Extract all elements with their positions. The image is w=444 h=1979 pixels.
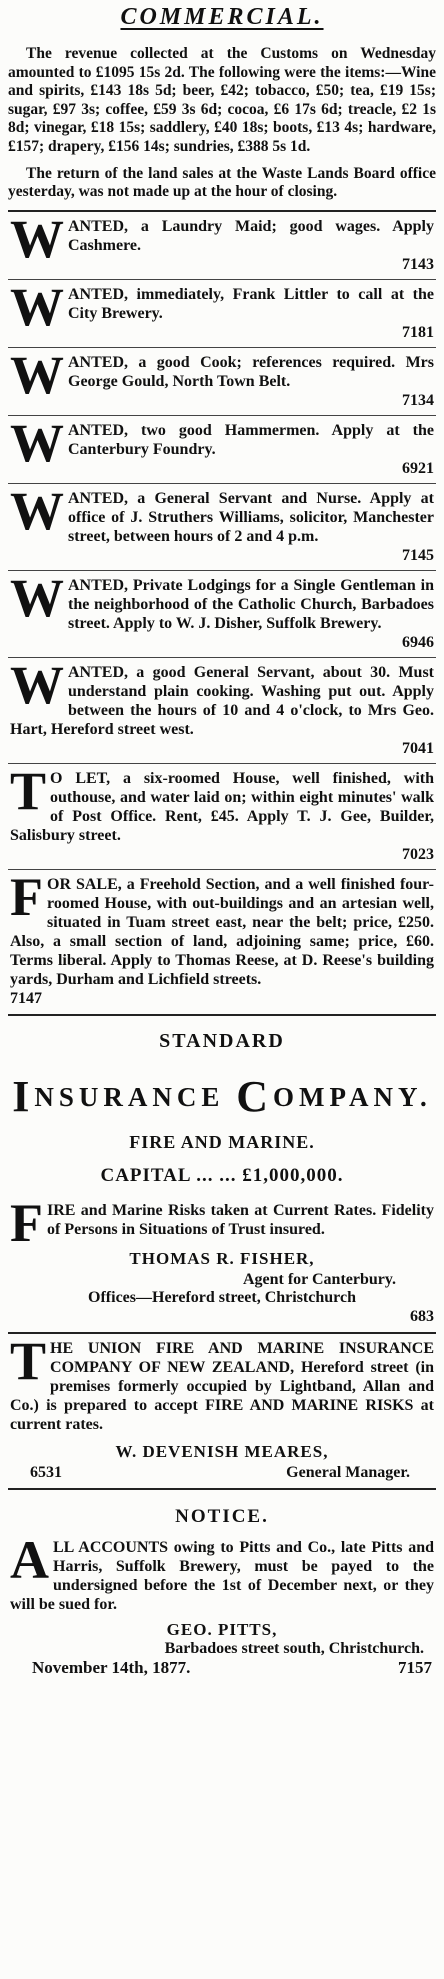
newspaper-column xyxy=(8,0,436,1678)
ad-text: OR SALE, a Freehold Section, and a well finished four-roomed House, with out-buildings and an artesian well, situated in Tuam street east, near the belt; price, £250. Also, a small section of land, adjoining same; price, £60. Terms liberal. Apply to Thomas Reese, at D. Reese's building yards, Durham and Lichfield streets. xyxy=(10,875,434,988)
date-row xyxy=(8,1658,436,1678)
drop-cap: W xyxy=(10,567,64,628)
ad-general-servant-nurse xyxy=(8,480,436,565)
ad-number: 7147 xyxy=(10,989,42,1007)
manager-name: W. DEVENISH MEARES, xyxy=(115,1441,329,1461)
manager-row xyxy=(8,1464,436,1482)
ad-text: ANTED, a Laundry Maid; good wages. Apply Cashmere. xyxy=(68,217,434,254)
agent-name: THOMAS R. FISHER, xyxy=(129,1248,315,1268)
divider xyxy=(8,415,436,416)
notice-date: November 14th, 1877. xyxy=(32,1657,191,1677)
union-insurance-ad xyxy=(8,1330,436,1482)
agent-title: Agent for Canterbury. xyxy=(242,1270,396,1288)
ad-number: 6531 xyxy=(30,1463,62,1481)
drop-cap: A xyxy=(10,1529,49,1590)
ad-number: 6946 xyxy=(402,633,434,651)
divider xyxy=(8,1332,436,1334)
notice-title: NOTICE. xyxy=(175,1505,269,1527)
signatory-address: Barbadoes street south, Christchurch. xyxy=(164,1639,424,1657)
land-sales-paragraph: The return of the land sales at the Waste Lands Board office yesterday, was not made up at the hour of closing. xyxy=(8,164,436,201)
divider xyxy=(8,347,436,348)
ad-text: IRE and Marine Risks taken at Current Rates. Fidelity of Persons in Situations of Trust insured. xyxy=(47,1201,434,1238)
divider xyxy=(8,210,436,212)
ad-private-lodgings xyxy=(8,567,436,652)
signatory-name: GEO. PITTS, xyxy=(166,1619,278,1639)
drop-cap: W xyxy=(10,654,64,715)
company-subtitle: FIRE AND MARINE. xyxy=(129,1131,315,1152)
ad-text: ANTED, a good General Servant, about 30. Must understand plain cooking. Washing put out. Apply between the hours of 10 and 4 o'clock, to Mrs Geo. Hart, Hereford street west. xyxy=(10,663,434,738)
ad-laundry-maid xyxy=(8,208,436,274)
divider xyxy=(8,279,436,280)
ad-text: ANTED, two good Hammermen. Apply at the Canterbury Foundry. xyxy=(68,421,434,458)
ad-number: 7143 xyxy=(402,255,434,273)
ad-number: 7134 xyxy=(402,391,434,409)
drop-cap: T xyxy=(10,760,47,821)
divider xyxy=(8,1014,436,1016)
capital-line: CAPITAL ... ... £1,000,000. xyxy=(100,1164,344,1186)
ad-hammermen xyxy=(8,412,436,478)
drop-cap: W xyxy=(10,208,64,269)
ad-text: ANTED, a General Servant and Nurse. Apply at office of J. Struthers Williams, solicitor, Manchester street, between hours of 2 and 4 p.m. xyxy=(68,489,434,545)
ad-number: 683 xyxy=(410,1307,434,1325)
manager-role: General Manager. xyxy=(286,1463,410,1481)
ad-text: ANTED, Private Lodgings for a Single Gentleman in the neighborhood of the Catholic Church, Barbadoes street. Apply to W. J. Disher, Suffolk Brewery. xyxy=(68,576,434,632)
drop-cap: F xyxy=(10,1192,43,1253)
ad-kicker: STANDARD xyxy=(159,1029,285,1052)
ad-to-let xyxy=(8,760,436,864)
ad-number: 7157 xyxy=(398,1657,432,1677)
ad-general-servant xyxy=(8,654,436,758)
customs-paragraph: The revenue collected at the Customs on Wednesday amounted to £1095 15s 2d. The following were the items:—Wine and spirits, £143 18s 5d; beer, £42; tobacco, £50; tea, £19 15s; sugar, £97 3s; coffee, £59 3s 6d; cocoa, £6 17s 6d; treacle, £2 1s 8d; vinegar, £18 15s; saddlery, £40 18s; boots, £13 4s; hardware, £157; drapery, £156 14s; sundries, £388 5s 1d. xyxy=(8,45,436,155)
ad-number: 7181 xyxy=(402,323,434,341)
ad-text: ANTED, a good Cook; references required. Mrs George Gould, North Town Belt. xyxy=(68,353,434,390)
ad-text: ANTED, immediately, Frank Littler to call at the City Brewery. xyxy=(68,285,434,322)
ad-number: 7145 xyxy=(402,546,434,564)
ad-good-cook xyxy=(8,344,436,410)
section-heading: COMMERCIAL. xyxy=(120,4,324,30)
ad-number: 7023 xyxy=(402,845,434,863)
ad-text: HE UNION FIRE AND MARINE INSURANCE COMPANY OF NEW ZEALAND, Hereford street (in premises formerly occupied by Lightband, Allan and Co.) is prepared to accept FIRE AND MARINE RISKS at current rates. xyxy=(10,1339,434,1433)
divider xyxy=(8,657,436,658)
drop-cap: F xyxy=(10,866,43,927)
ad-number: 6921 xyxy=(402,459,434,477)
drop-cap: T xyxy=(10,1330,47,1391)
divider xyxy=(8,570,436,571)
ad-frank-littler xyxy=(8,276,436,342)
company-title: INSURANCE COMPANY. xyxy=(12,1071,432,1121)
drop-cap: W xyxy=(10,412,64,473)
notice-ad xyxy=(8,1506,436,1678)
ad-text: O LET, a six-roomed House, well finished, with outhouse, and water laid on; within eight minutes' walk of Post Office. Rent, £45. Apply T. J. Gee, Builder, Salisbury street. xyxy=(10,769,434,844)
ad-text: LL ACCOUNTS owing to Pitts and Co., late Pitts and Harris, Suffolk Brewery, must be payed to the undersigned before the 1st of December next, or they will be sued for. xyxy=(10,1538,434,1613)
ad-number: 7041 xyxy=(402,739,434,757)
divider xyxy=(8,1488,436,1490)
ad-for-sale xyxy=(8,866,436,1008)
drop-cap: W xyxy=(10,276,64,337)
divider xyxy=(8,763,436,764)
offices-line: Offices—Hereford street, Christchurch xyxy=(88,1288,356,1306)
divider xyxy=(8,869,436,870)
divider xyxy=(8,483,436,484)
standard-insurance-ad xyxy=(8,1030,436,1326)
drop-cap: W xyxy=(10,344,64,405)
drop-cap: W xyxy=(10,480,64,541)
